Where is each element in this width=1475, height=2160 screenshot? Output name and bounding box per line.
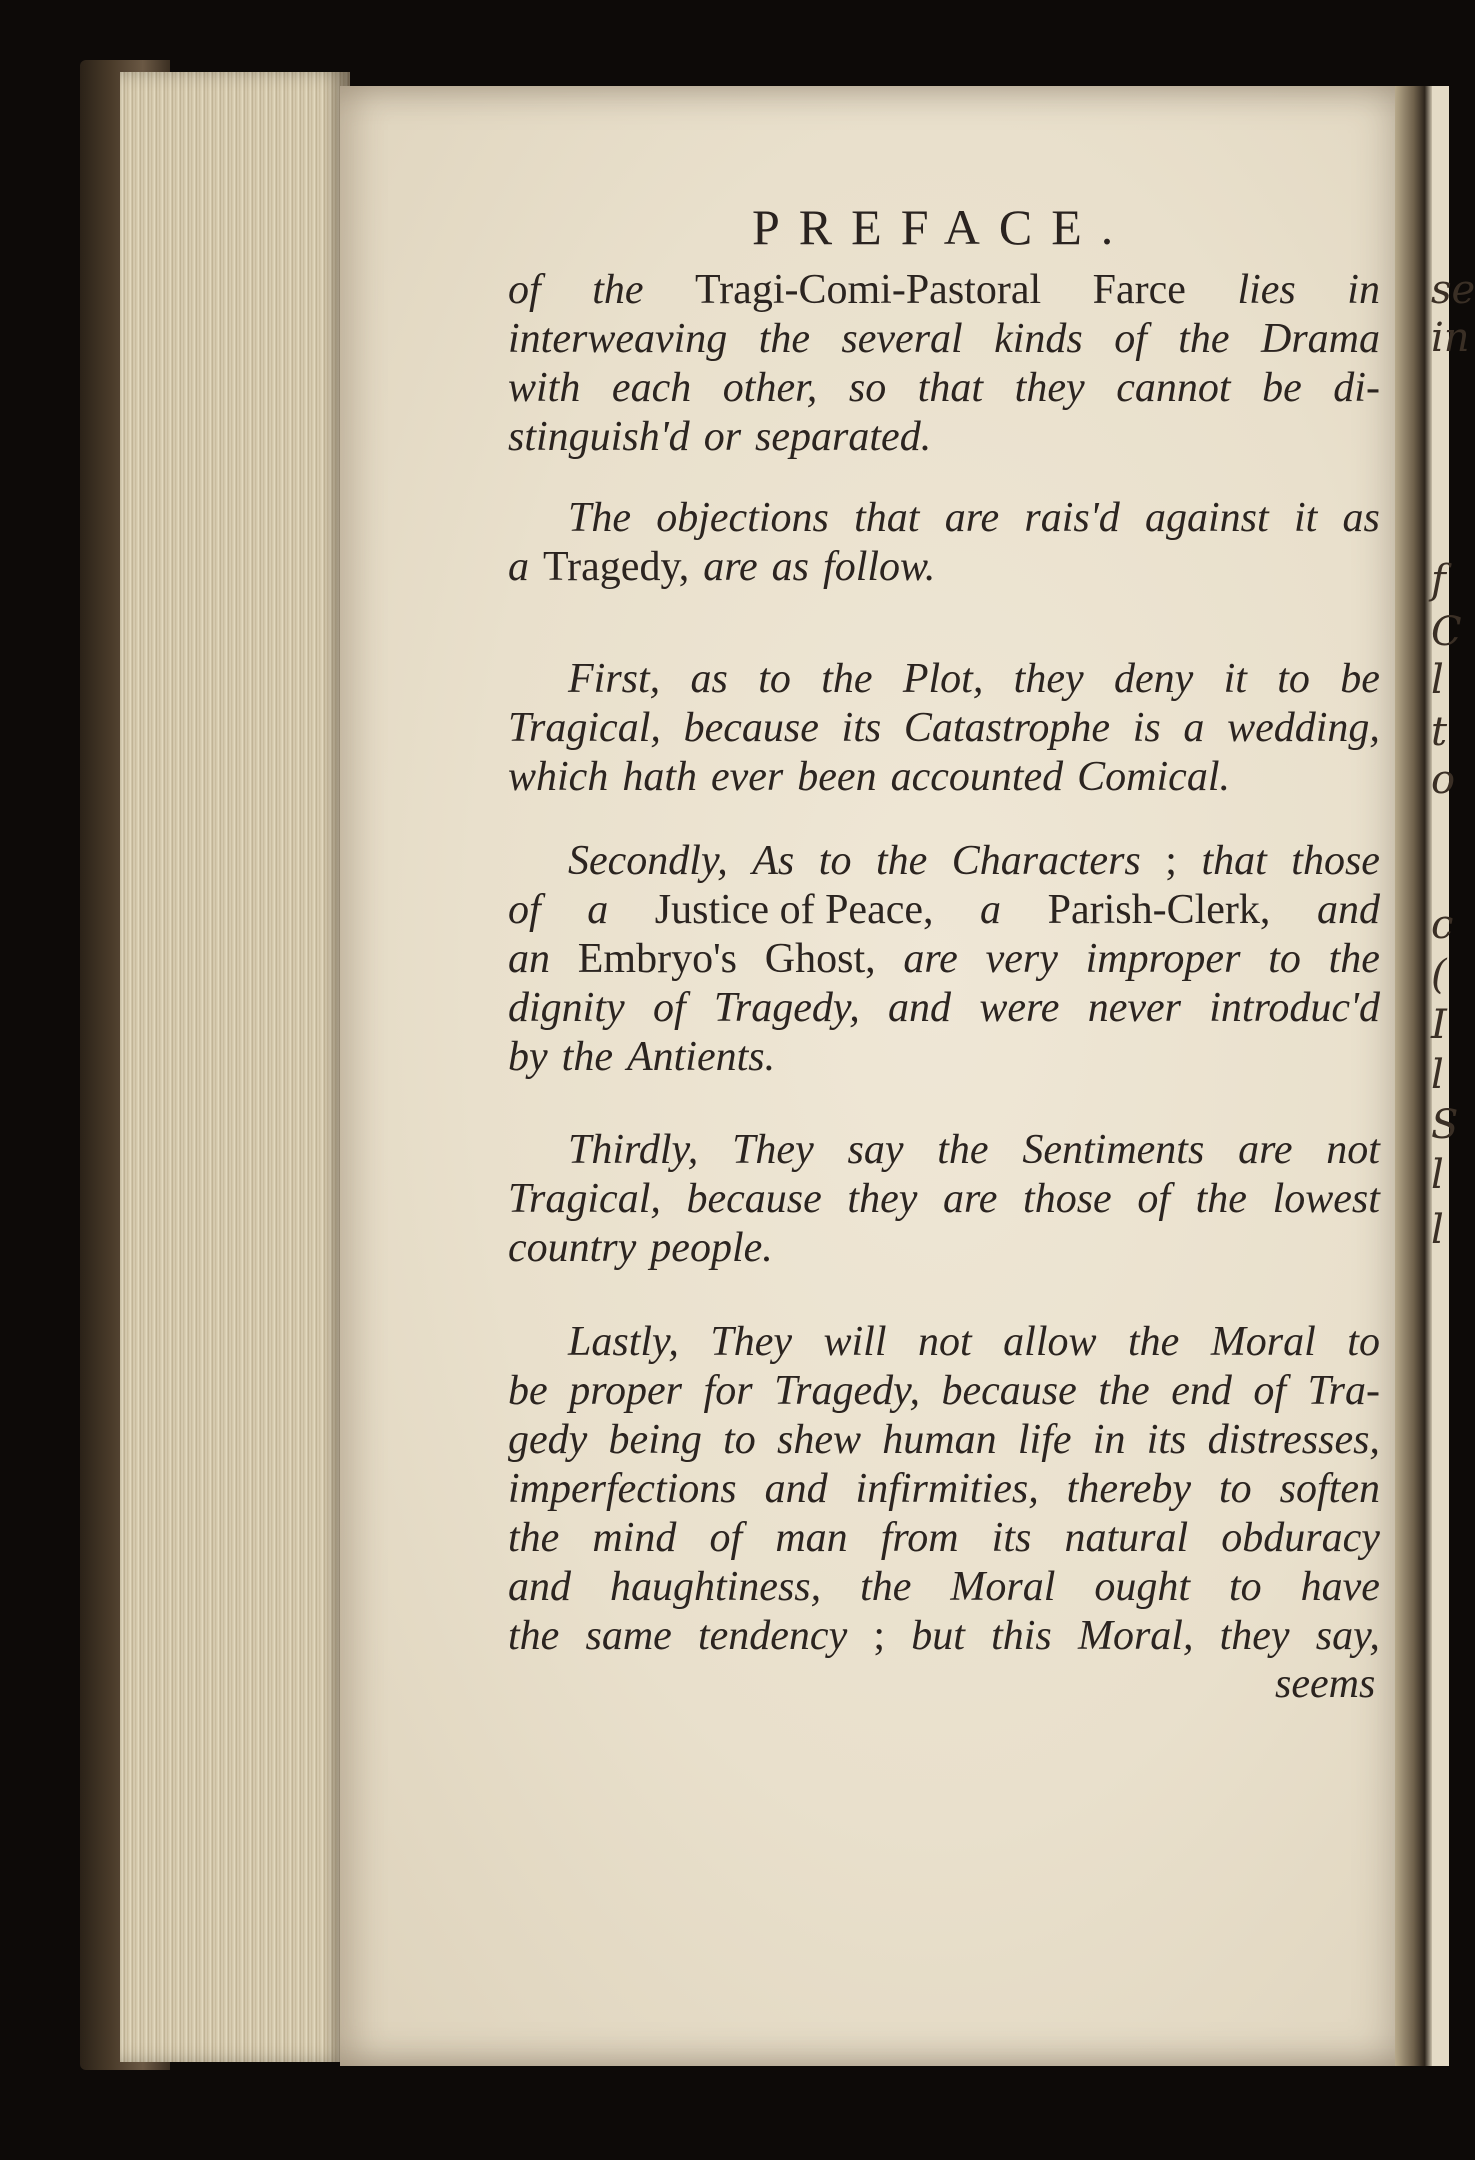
word: say — [847, 1127, 904, 1173]
word: to — [1229, 1564, 1262, 1610]
word: a — [587, 887, 609, 933]
word: each — [611, 365, 692, 411]
word: Tragedy, — [543, 544, 690, 590]
word: Characters — [951, 838, 1141, 884]
word: of — [709, 1515, 743, 1561]
word: the — [875, 838, 928, 884]
page-edges — [120, 72, 350, 2062]
word: The — [568, 495, 631, 541]
word: because — [941, 1368, 1077, 1414]
word: of — [652, 985, 686, 1031]
word: so — [848, 365, 887, 411]
text-line — [568, 1318, 1380, 1366]
word: Sentiments — [1022, 1127, 1205, 1173]
word: infirmities, — [855, 1466, 1039, 1512]
word: be — [1262, 365, 1302, 411]
word: because — [686, 1176, 822, 1222]
word: Tragedy, — [713, 985, 860, 1031]
word: Antients. — [626, 1034, 776, 1080]
word: to — [1219, 1466, 1252, 1512]
word: First, — [568, 656, 661, 702]
word: its — [841, 705, 882, 751]
word: obduracy — [1221, 1515, 1380, 1561]
word: and — [508, 1564, 571, 1610]
word: and — [764, 1466, 828, 1512]
word: haughtiness, — [609, 1564, 822, 1610]
word: to — [758, 656, 791, 702]
word: same — [585, 1613, 672, 1659]
word: as — [771, 544, 810, 590]
word: As — [752, 838, 795, 884]
word: accounted — [890, 754, 1064, 800]
word: they — [1014, 365, 1085, 411]
text-line — [508, 1367, 1380, 1415]
word: are — [942, 1176, 998, 1222]
word: its — [991, 1515, 1032, 1561]
word: imperfections — [508, 1466, 737, 1512]
word: separated. — [755, 414, 932, 460]
word: the — [1328, 936, 1380, 982]
word: country — [508, 1225, 637, 1271]
word: and — [1316, 887, 1380, 933]
word: Parish-Clerk, — [1047, 887, 1271, 933]
word: Catastrophe — [903, 705, 1111, 751]
word: they — [1013, 656, 1084, 702]
word: the — [508, 1515, 560, 1561]
word: stinguish'd — [508, 414, 690, 460]
word: Embryo's — [577, 936, 737, 982]
word: very — [985, 936, 1058, 982]
word: shew — [777, 1417, 862, 1463]
word: to — [1268, 936, 1301, 982]
word: tendency — [697, 1613, 848, 1659]
word: have — [1300, 1564, 1380, 1610]
word: never — [1087, 985, 1181, 1031]
text-line — [508, 886, 1380, 934]
word: not — [918, 1319, 972, 1365]
word: life — [1017, 1417, 1072, 1463]
text-line — [568, 494, 1380, 542]
word: were — [979, 985, 1060, 1031]
word: that — [917, 365, 984, 411]
word: the — [1098, 1368, 1150, 1414]
word: say, — [1315, 1613, 1380, 1659]
word: are — [903, 936, 958, 982]
text-line — [508, 984, 1380, 1032]
word: Thirdly, — [568, 1127, 699, 1173]
word: be — [1340, 656, 1380, 702]
word: lowest — [1272, 1176, 1380, 1222]
word: of — [1253, 1368, 1287, 1414]
word: those — [1291, 838, 1380, 884]
word: man — [775, 1515, 848, 1561]
word: improper — [1085, 936, 1241, 982]
word: of — [508, 887, 541, 933]
word: introduc'd — [1209, 985, 1380, 1031]
facing-page-glyph: t — [1431, 709, 1448, 755]
word: people. — [650, 1225, 773, 1271]
word: Moral — [950, 1564, 1056, 1610]
word: from — [880, 1515, 959, 1561]
word: to — [1347, 1319, 1380, 1365]
word: follow. — [823, 544, 936, 590]
facing-page-glyph: ( — [1431, 952, 1447, 998]
word: hath — [622, 754, 697, 800]
word: being — [608, 1417, 702, 1463]
word: a — [1183, 705, 1205, 751]
word: rais'd — [1024, 495, 1120, 541]
word: mind — [592, 1515, 677, 1561]
word: human — [882, 1417, 997, 1463]
text-line — [508, 266, 1380, 314]
word: ever — [711, 754, 784, 800]
word: objections — [656, 495, 829, 541]
word: ought — [1094, 1564, 1191, 1610]
word: lies — [1237, 267, 1296, 313]
word: to — [1277, 656, 1310, 702]
word: the — [508, 1613, 560, 1659]
word: a — [508, 544, 529, 590]
word: that — [1201, 838, 1267, 884]
word: Tragical, — [508, 705, 661, 751]
word: but — [911, 1613, 965, 1659]
word: They — [732, 1127, 814, 1173]
word: ; — [1165, 838, 1177, 884]
text-line — [568, 1126, 1380, 1174]
word: Farce — [1092, 267, 1186, 313]
word: they — [847, 1176, 918, 1222]
word: kinds — [994, 316, 1083, 362]
facing-page-glyph: I — [1431, 1002, 1447, 1048]
text-line — [508, 1416, 1380, 1464]
word: interweaving — [508, 316, 728, 362]
word: Plot, — [902, 656, 984, 702]
text-line — [508, 413, 1380, 461]
word: been — [797, 754, 877, 800]
word: di- — [1333, 365, 1380, 411]
word: as — [1342, 495, 1380, 541]
text-line — [508, 1175, 1380, 1223]
running-header: PREFACE. — [752, 199, 1133, 255]
word: soften — [1279, 1466, 1380, 1512]
word: Comical. — [1077, 754, 1230, 800]
text-line — [508, 1514, 1380, 1562]
word: the — [821, 656, 873, 702]
word: allow — [1003, 1319, 1097, 1365]
word: cannot — [1116, 365, 1231, 411]
word: to — [723, 1417, 756, 1463]
text-line — [508, 704, 1380, 752]
word: deny — [1113, 656, 1194, 702]
word: in — [1092, 1417, 1126, 1463]
text-line — [508, 753, 1380, 801]
word: against — [1145, 495, 1269, 541]
word: other, — [722, 365, 818, 411]
text-line — [508, 935, 1380, 983]
facing-page-glyph: in — [1431, 315, 1470, 361]
word: the — [860, 1564, 912, 1610]
word: it — [1293, 495, 1318, 541]
word: will — [823, 1319, 887, 1365]
word: by — [508, 1034, 548, 1080]
word: thereby — [1066, 1466, 1192, 1512]
word: ; — [873, 1613, 886, 1659]
word: an — [508, 936, 550, 982]
facing-page-glyph: C — [1431, 609, 1462, 655]
word: is — [1132, 705, 1161, 751]
text-line — [508, 1465, 1380, 1513]
facing-page-glyph: l — [1431, 1207, 1444, 1253]
word: as — [690, 656, 728, 702]
word: because — [683, 705, 819, 751]
word: of — [508, 267, 541, 313]
word: Drama — [1260, 316, 1380, 362]
word: Moral, — [1077, 1613, 1194, 1659]
facing-page-glyph: l — [1431, 657, 1444, 703]
text-line — [508, 1224, 1380, 1272]
word: Secondly, — [568, 838, 728, 884]
word: the — [1128, 1319, 1180, 1365]
facing-page-glyph: l — [1431, 1152, 1444, 1198]
text-line — [508, 315, 1380, 363]
word: Justice of Peace, — [654, 887, 934, 933]
word: Moral — [1210, 1319, 1316, 1365]
word: the — [592, 267, 644, 313]
word: with — [508, 365, 581, 411]
word: natural — [1064, 1515, 1189, 1561]
facing-page-glyph: l — [1431, 1052, 1444, 1098]
word: those — [1023, 1176, 1112, 1222]
word: Tra- — [1307, 1368, 1380, 1414]
word: gedy — [508, 1417, 588, 1463]
text-line — [568, 837, 1380, 885]
word: which — [508, 754, 609, 800]
word: be — [508, 1368, 548, 1414]
text-line — [568, 655, 1380, 703]
facing-page-glyph: c — [1431, 902, 1454, 948]
word: of — [1114, 316, 1147, 362]
word: and — [888, 985, 952, 1031]
word: Ghost, — [764, 936, 876, 982]
word: Tragedy, — [774, 1368, 920, 1414]
word: the — [1195, 1176, 1247, 1222]
text-line — [508, 1563, 1380, 1611]
word: or — [703, 414, 742, 460]
word: of — [1137, 1176, 1170, 1222]
word: not — [1326, 1127, 1380, 1173]
word: the — [937, 1127, 989, 1173]
word: several — [841, 316, 963, 362]
word: are — [703, 544, 758, 590]
word: They — [710, 1319, 793, 1365]
text-line — [508, 1612, 1380, 1660]
word: Tragi-Comi-Pastoral — [695, 267, 1042, 313]
word: Lastly, — [568, 1319, 679, 1365]
text-line — [508, 364, 1380, 412]
word: that — [854, 495, 920, 541]
word: it — [1223, 656, 1247, 702]
catchword: seems — [1275, 1661, 1376, 1707]
word: the — [561, 1034, 613, 1080]
facing-page-glyph: S — [1431, 1102, 1459, 1148]
word: a — [980, 887, 1002, 933]
facing-page-glyph: se — [1431, 267, 1475, 313]
text-line — [508, 1033, 1380, 1081]
word: its — [1146, 1417, 1187, 1463]
word: this — [991, 1613, 1052, 1659]
word: to — [818, 838, 852, 884]
word: Tragical, — [508, 1176, 661, 1222]
word: in — [1347, 267, 1380, 313]
word: end — [1171, 1368, 1232, 1414]
word: the — [758, 316, 811, 362]
word: distresses, — [1207, 1417, 1380, 1463]
facing-page-glyph: o — [1431, 757, 1456, 803]
word: are — [1238, 1127, 1293, 1173]
facing-page-glyph: f — [1431, 557, 1446, 603]
word: proper — [569, 1368, 682, 1414]
text-line — [508, 543, 1380, 591]
word: are — [944, 495, 1000, 541]
word: dignity — [508, 985, 625, 1031]
word: for — [703, 1368, 753, 1414]
word: the — [1178, 316, 1230, 362]
word: wedding, — [1227, 705, 1380, 751]
word: they — [1219, 1613, 1290, 1659]
